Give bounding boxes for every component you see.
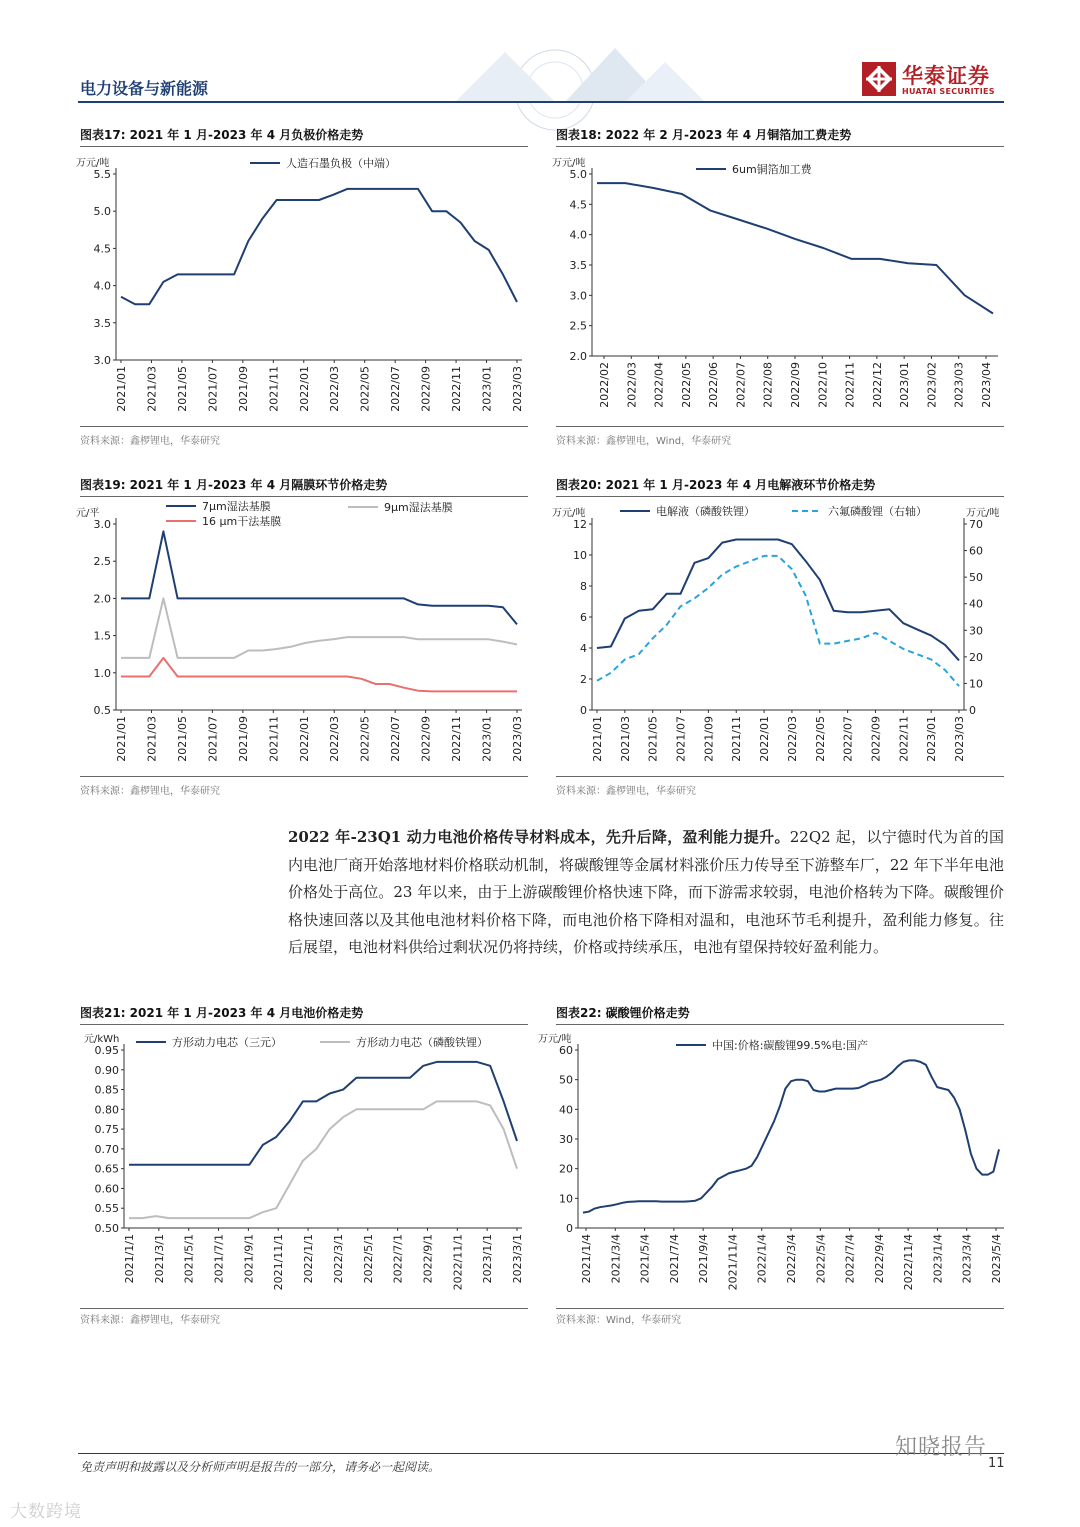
series-line-2: [121, 598, 517, 658]
y-tick-label: 4.5: [569, 198, 587, 212]
brand-mark-icon: [862, 62, 896, 96]
y-tick-label: 40: [559, 1103, 573, 1117]
legend-label: 9μm湿法基膜: [384, 501, 453, 514]
x-tick-label: 2022/9/1: [421, 1234, 435, 1284]
y-tick-label: 2.5: [93, 555, 111, 569]
x-tick-label: 2022/11: [897, 716, 911, 762]
title-rule: [80, 496, 528, 497]
figure-title: 图表17: 2021 年 1 月-2023 年 4 月负极价格走势: [80, 128, 364, 142]
y-tick-label: 3.0: [93, 354, 111, 367]
y-tick-label: 4.0: [569, 228, 587, 242]
x-tick-label: 2022/9/4: [872, 1234, 886, 1284]
legend-label: 方形动力电芯（磷酸铁锂）: [356, 1036, 488, 1049]
y-tick-label: 0.5: [93, 704, 111, 717]
figure-source: 资料来源：鑫椤锂电，Wind，华泰研究: [556, 436, 732, 447]
x-tick-label: 2021/03: [145, 716, 159, 762]
watermark-right: 知晓报告: [895, 1435, 988, 1460]
y-tick-label: 0: [566, 1222, 573, 1235]
header-rule: [78, 101, 1004, 103]
y2-tick-label: 0: [969, 704, 976, 717]
x-tick-label: 2022/05: [813, 716, 827, 762]
x-tick-label: 2023/5/4: [990, 1234, 1003, 1284]
x-tick-label: 2021/07: [674, 716, 688, 762]
x-tick-label: 2022/01: [297, 716, 311, 762]
x-tick-label: 2021/09: [702, 716, 716, 762]
x-tick-label: 2022/05: [358, 716, 372, 762]
x-tick-label: 2022/1/4: [755, 1234, 769, 1284]
y-axis-label: 元/平: [76, 508, 100, 519]
x-tick-label: 2022/11: [450, 716, 464, 762]
legend-label: 中国:价格:碳酸锂99.5%电:国产: [712, 1039, 869, 1052]
series-line-1: [597, 540, 959, 661]
figure-19: [76, 476, 528, 806]
legend-label: 6um铜箔加工费: [732, 163, 812, 176]
y-tick-label: 5.5: [93, 168, 111, 181]
x-tick-label: 2021/05: [175, 366, 189, 412]
x-tick-label: 2022/11/1: [451, 1234, 465, 1291]
y-axis-label: 万元/吨: [552, 158, 586, 169]
x-tick-label: 2022/7/4: [843, 1234, 857, 1284]
y-tick-label: 0.65: [94, 1162, 119, 1176]
series-line-1: [121, 189, 517, 304]
x-tick-label: 2023/01: [898, 362, 912, 408]
lithium-carbonate-price-chart: [538, 1028, 1004, 1308]
brand-name-cn: 华泰证券: [902, 64, 990, 88]
series-line-1: [129, 1062, 517, 1165]
y-tick-label: 12: [573, 518, 587, 531]
legend-label: 方形动力电芯（三元）: [172, 1036, 282, 1049]
x-tick-label: 2023/02: [925, 362, 939, 408]
x-tick-label: 2022/03: [785, 716, 799, 762]
y2-tick-label: 10: [969, 677, 983, 691]
x-tick-label: 2022/01: [297, 366, 311, 412]
x-tick-label: 2021/09: [236, 366, 250, 412]
x-tick-label: 2021/11/1: [272, 1234, 286, 1291]
analysis-paragraph: [288, 824, 1004, 962]
x-tick-label: 2021/1/4: [580, 1234, 593, 1284]
x-tick-label: 2022/03: [625, 362, 639, 408]
figure-17: [76, 126, 528, 456]
x-tick-label: 2022/01: [758, 716, 772, 762]
disclaimer-text: 免责声明和披露以及分析师声明是报告的一部分，请务必一起阅读。: [80, 1460, 441, 1474]
x-tick-label: 2021/07: [206, 366, 220, 412]
legend-label: 7μm湿法基膜: [202, 500, 271, 513]
x-tick-label: 2023/01: [925, 716, 939, 762]
x-tick-label: 2022/3/4: [785, 1234, 798, 1284]
x-tick-label: 2022/5/4: [814, 1234, 828, 1284]
x-tick-label: 2021/05: [175, 716, 189, 762]
y-tick-label: 60: [559, 1044, 573, 1057]
y-axis-label: 万元/吨: [538, 1034, 572, 1045]
x-tick-label: 2021/9/4: [697, 1234, 711, 1284]
x-tick-label: 2022/11/4: [902, 1234, 916, 1291]
series-line-1: [597, 183, 993, 313]
anode-price-chart: [76, 150, 528, 420]
figure-22: [538, 1004, 1004, 1334]
y-tick-label: 3.0: [569, 289, 587, 303]
brand-name-en: HUATAI SECURITIES: [902, 87, 995, 96]
y-tick-label: 1.5: [93, 629, 111, 643]
x-tick-label: 2022/02: [598, 362, 611, 408]
x-tick-label: 2022/11: [843, 362, 857, 408]
x-tick-label: 2023/01: [480, 366, 494, 412]
y-tick-label: 0.60: [94, 1182, 119, 1196]
y-tick-label: 10: [559, 1192, 573, 1206]
x-tick-label: 2023/03: [511, 716, 524, 762]
x-tick-label: 2021/11: [267, 716, 281, 762]
x-tick-label: 2021/01: [591, 716, 604, 762]
page-number: 11: [988, 1456, 1005, 1471]
x-tick-label: 2022/07: [841, 716, 855, 762]
y-tick-label: 0: [580, 704, 587, 717]
x-tick-label: 2023/03: [953, 716, 966, 762]
x-tick-label: 2022/04: [652, 362, 666, 408]
y2-tick-label: 60: [969, 544, 983, 558]
figure-source: 资料来源：鑫椤锂电，华泰研究: [80, 436, 220, 447]
series-line-1: [121, 531, 517, 624]
paragraph-body: 22Q2 起，以宁德时代为首的国内电池厂商开始落地材料价格联动机制，将碳酸锂等金属材料涨价压力传导至下游整车厂，22 年下半年电池价格处于高位。23 年以来，由于上游碳酸锂价格快速下降，而下游需求较弱，电池价格转为下降。碳酸锂价格快速回落以及其他电池材料价格下降，而电池价格下降相对温和，电池环节毛利提升，盈利能力修复。往后展望，电池材料供给过剩状况仍将持续，价格或持续承压，电池有望保持较好盈利能力。: [288, 828, 1004, 956]
figure-title: 图表19: 2021 年 1 月-2023 年 4 月隔膜环节价格走势: [80, 478, 388, 492]
x-tick-label: 2022/11: [450, 366, 464, 412]
x-tick-label: 2022/03: [328, 716, 342, 762]
x-tick-label: 2023/03: [511, 366, 524, 412]
y-tick-label: 3.0: [93, 518, 111, 531]
x-tick-label: 2022/10: [816, 362, 830, 408]
x-tick-label: 2023/3/4: [960, 1234, 974, 1284]
x-tick-label: 2021/5/4: [638, 1234, 652, 1284]
x-tick-label: 2021/05: [646, 716, 660, 762]
x-tick-label: 2022/09: [419, 366, 433, 412]
figure-title: 图表22: 碳酸锂价格走势: [556, 1006, 690, 1020]
footer-rule: [78, 1453, 1004, 1454]
x-tick-label: 2021/7/1: [212, 1234, 226, 1284]
series-line-1: [583, 1060, 999, 1212]
y-tick-label: 0.50: [94, 1222, 119, 1235]
x-tick-label: 2022/5/1: [361, 1234, 375, 1284]
figure-18: [552, 126, 1004, 456]
y-tick-label: 4: [580, 642, 587, 655]
y-tick-label: 2.5: [569, 319, 587, 333]
y-tick-label: 0.70: [94, 1142, 119, 1156]
x-tick-label: 2022/07: [389, 366, 403, 412]
x-tick-label: 2023/04: [980, 362, 993, 408]
figure-source: 资料来源：鑫椤锂电，华泰研究: [80, 786, 220, 797]
x-tick-label: 2023/03: [952, 362, 966, 408]
figure-title: 图表21: 2021 年 1 月-2023 年 4 月电池价格走势: [80, 1006, 364, 1020]
y-tick-label: 30: [559, 1133, 573, 1146]
paragraph-lead: 2022 年-23Q1 动力电池价格传导材料成本，先升后降，盈利能力提升。: [288, 828, 790, 846]
x-tick-label: 2023/1/1: [481, 1234, 495, 1284]
y-tick-label: 0.85: [94, 1083, 119, 1097]
x-tick-label: 2021/7/4: [667, 1234, 681, 1284]
y-axis-label: 万元/吨: [552, 508, 586, 519]
y2-tick-label: 40: [969, 597, 983, 611]
y-tick-label: 4.5: [93, 242, 111, 256]
y-tick-label: 2.0: [93, 592, 111, 606]
source-rule: [80, 426, 528, 427]
y-tick-label: 2: [580, 673, 587, 686]
section-title: 电力设备与新能源: [80, 79, 209, 98]
copper-foil-fee-chart: [552, 150, 1004, 420]
y-tick-label: 1.0: [93, 666, 111, 680]
x-tick-label: 2023/01: [480, 716, 494, 762]
legend-label: 16 μm干法基膜: [202, 515, 282, 528]
y2-tick-label: 70: [969, 518, 983, 531]
source-rule: [80, 776, 528, 777]
y-tick-label: 2.0: [569, 350, 587, 363]
y-tick-label: 0.75: [94, 1123, 119, 1137]
electrolyte-price-chart: [552, 498, 1004, 773]
x-tick-label: 2021/01: [115, 366, 128, 412]
x-tick-label: 2022/07: [734, 362, 748, 408]
y-tick-label: 10: [573, 549, 587, 562]
title-rule: [80, 146, 528, 147]
source-rule: [80, 1308, 528, 1309]
x-tick-label: 2021/07: [206, 716, 220, 762]
source-rule: [556, 1308, 1004, 1309]
x-tick-label: 2022/09: [869, 716, 883, 762]
x-tick-label: 2022/07: [389, 716, 403, 762]
x-tick-label: 2022/12: [870, 362, 884, 408]
x-tick-label: 2021/01: [115, 716, 128, 762]
title-rule: [556, 496, 1004, 497]
x-tick-label: 2021/11/4: [726, 1234, 740, 1291]
figure-title: 图表20: 2021 年 1 月-2023 年 4 月电解液环节价格走势: [556, 478, 876, 492]
x-tick-label: 2022/7/1: [391, 1234, 405, 1284]
y-tick-label: 20: [559, 1162, 573, 1176]
x-tick-label: 2021/11: [267, 366, 281, 412]
legend-label: 电解液（磷酸铁锂）: [656, 505, 755, 518]
y-axis-label: 元/kWh: [84, 1034, 120, 1045]
brand-logo: [862, 60, 1004, 100]
figure-21: [80, 1004, 528, 1334]
y2-tick-label: 50: [969, 571, 983, 585]
y2-tick-label: 20: [969, 650, 983, 664]
x-tick-label: 2022/05: [679, 362, 693, 408]
x-tick-label: 2021/03: [145, 366, 159, 412]
legend-label: 六氟磷酸锂（右轴）: [828, 505, 927, 518]
y-tick-label: 0.95: [94, 1044, 119, 1057]
figure-source: 资料来源：Wind，华泰研究: [556, 1315, 682, 1326]
y-tick-label: 6: [580, 611, 587, 624]
y-tick-label: 0.80: [94, 1103, 119, 1117]
y-tick-label: 0.55: [94, 1202, 119, 1216]
y-tick-label: 3.5: [93, 316, 111, 330]
x-tick-label: 2023/3/1: [511, 1234, 524, 1284]
y-tick-label: 5.0: [569, 168, 587, 181]
watermark-left: 大数跨境: [10, 1502, 82, 1522]
x-tick-label: 2021/9/1: [242, 1234, 256, 1284]
x-tick-label: 2022/05: [358, 366, 372, 412]
separator-price-chart: [76, 498, 528, 773]
y-tick-label: 5.0: [93, 205, 111, 219]
title-rule: [80, 1024, 528, 1025]
battery-price-chart: [80, 1028, 528, 1308]
source-rule: [556, 776, 1004, 777]
y-tick-label: 4.0: [93, 279, 111, 293]
y-tick-label: 50: [559, 1073, 573, 1087]
series-line-2: [597, 556, 959, 686]
header-decoration: [415, 38, 715, 102]
x-tick-label: 2022/3/1: [331, 1234, 345, 1284]
x-tick-label: 2021/5/1: [182, 1234, 196, 1284]
x-tick-label: 2021/1/1: [123, 1234, 136, 1284]
figure-source: 资料来源：鑫椤锂电，华泰研究: [80, 1315, 220, 1326]
x-tick-label: 2021/3/4: [609, 1234, 623, 1284]
x-tick-label: 2022/06: [707, 362, 721, 408]
y2-axis-label: 万元/吨: [966, 508, 1000, 519]
figure-source: 资料来源：鑫椤锂电，华泰研究: [556, 786, 696, 797]
x-tick-label: 2022/03: [328, 366, 342, 412]
y2-tick-label: 30: [969, 624, 983, 638]
source-rule: [556, 426, 1004, 427]
x-tick-label: 2021/09: [236, 716, 250, 762]
y-tick-label: 8: [580, 580, 587, 593]
figure-20: [552, 476, 1004, 806]
x-tick-label: 2023/1/4: [931, 1234, 945, 1284]
y-tick-label: 0.90: [94, 1063, 119, 1077]
legend-label: 人造石墨负极（中端）: [286, 157, 396, 170]
x-tick-label: 2022/09: [419, 716, 433, 762]
title-rule: [556, 146, 1004, 147]
x-tick-label: 2021/03: [618, 716, 632, 762]
x-tick-label: 2022/1/1: [302, 1234, 316, 1284]
series-line-2: [129, 1101, 517, 1218]
x-tick-label: 2022/08: [761, 362, 775, 408]
x-tick-label: 2021/11: [730, 716, 744, 762]
x-tick-label: 2022/09: [789, 362, 802, 408]
y-tick-label: 3.5: [569, 259, 587, 272]
x-tick-label: 2021/3/1: [152, 1234, 166, 1284]
y-axis-label: 万元/吨: [76, 158, 110, 169]
figure-title: 图表18: 2022 年 2 月-2023 年 4 月铜箔加工费走势: [556, 128, 852, 142]
series-line-3: [121, 658, 517, 692]
title-rule: [556, 1024, 1004, 1025]
